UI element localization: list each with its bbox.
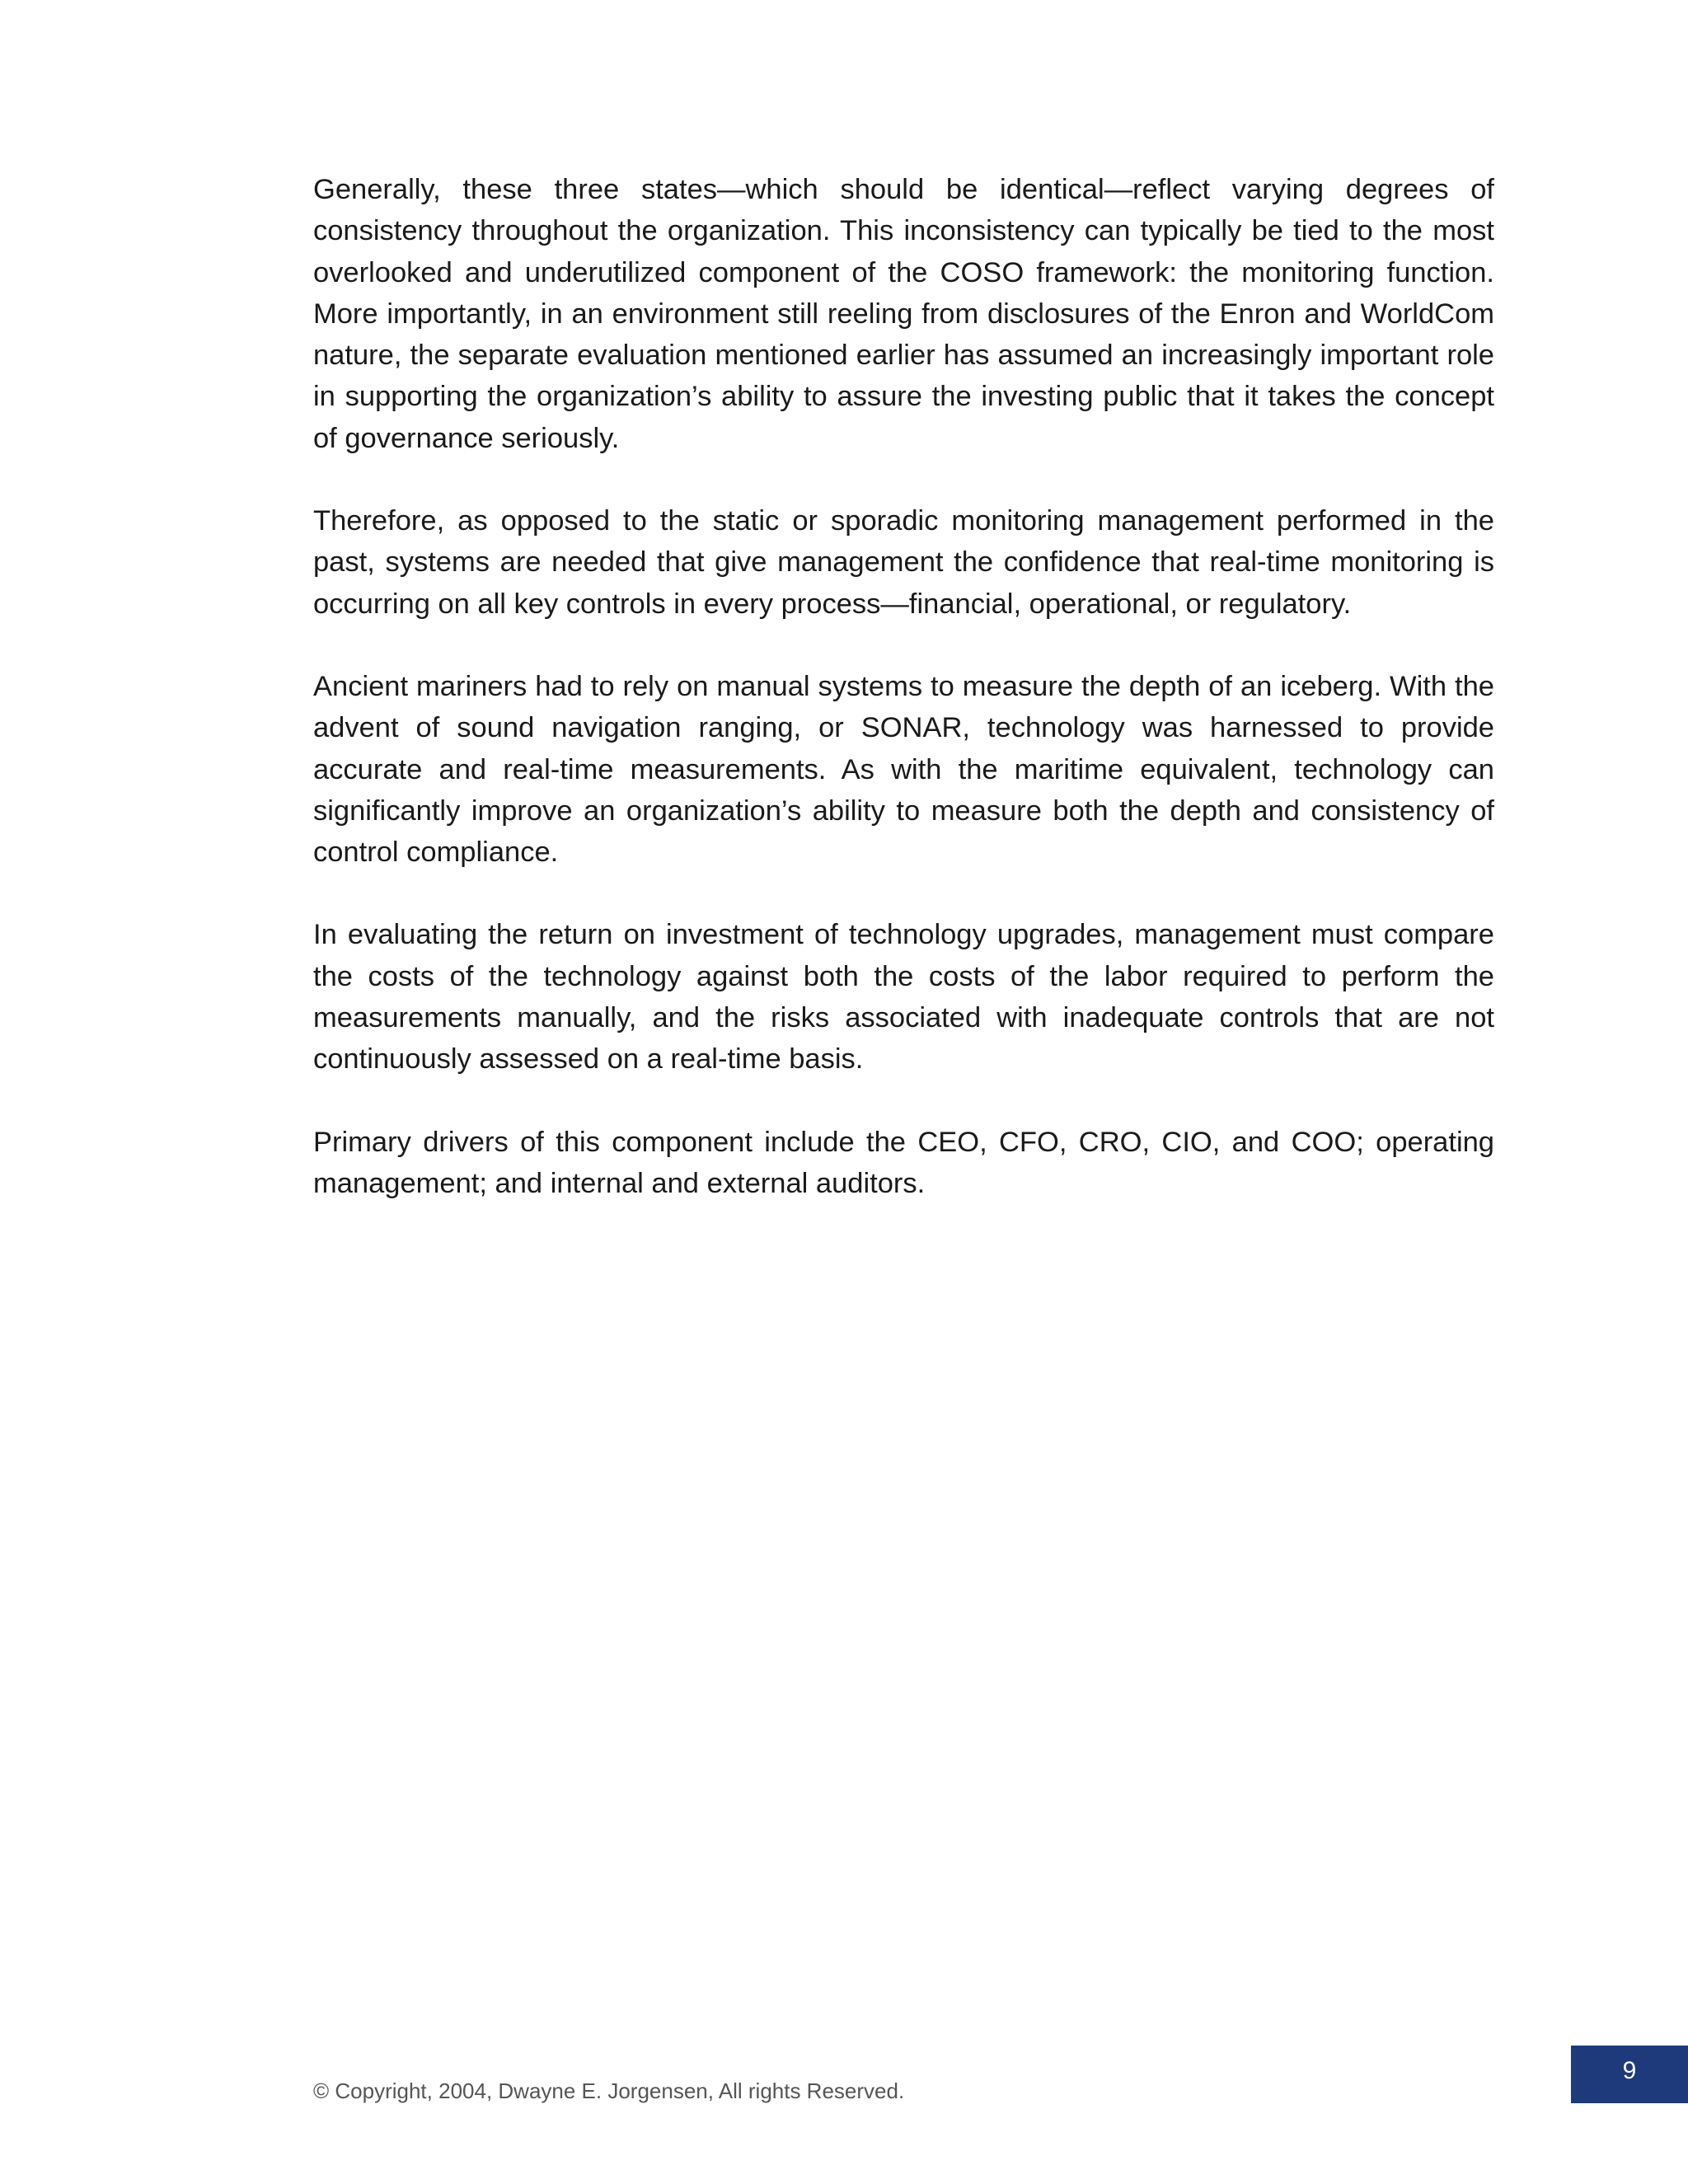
paragraph-primary-drivers: Primary drivers of this component include the CEO, CFO, CRO, CIO, and COO; operating management; and internal and external auditors. xyxy=(313,1126,1494,1199)
copyright-notice: © Copyright, 2004, Dwayne E. Jorgensen, All rights Reserved. xyxy=(313,2079,905,2103)
page-number-badge xyxy=(1571,2046,1688,2103)
page-number: 9 xyxy=(1622,2057,1637,2084)
paragraph-monitoring-states: Generally, these three states—which should be identical—reflect varying degrees of consistency throughout the organization. This inconsistency can typically be tied to the most overlooked and underutilized component of the COSO framework: the monitoring function. More importantly, in an environment still reeling from disclosures of the Enron and WorldCom nature, the separate evaluation mentioned earlier has assumed an increasingly important role in supporting the organization’s ability to assure the investing public that it takes the concept of governance seriously. xyxy=(313,174,1494,454)
paragraph-roi-evaluation: In evaluating the return on investment of technology upgrades, management must compare the costs of the technology against both the costs of the labor required to perform the measurements manually, and the risks associated with inadequate controls that are not continuously assessed on a real-time basis. xyxy=(313,919,1494,1076)
body-text xyxy=(313,169,1494,1245)
paragraph-sonar-analogy: Ancient mariners had to rely on manual systems to measure the depth of an iceberg. With the advent of sound navigation ranging, or SONAR, technology was harnessed to provide accurate and real-time measurements. As with the maritime equivalent, technology can significantly improve an organization’s ability to measure both the depth and consistency of control compliance. xyxy=(313,670,1494,869)
paragraph-real-time-systems: Therefore, as opposed to the static or sporadic monitoring management performed in the past, systems are needed that give management the confidence that real-time monitoring is occurring on all key controls in every process—financial, operational, or regulatory. xyxy=(313,505,1494,620)
